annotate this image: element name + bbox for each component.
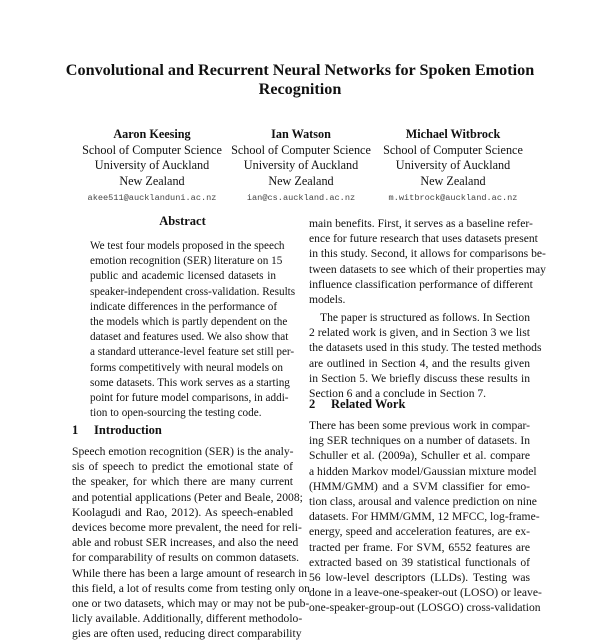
author-name: Ian Watson — [271, 127, 331, 141]
text-line: The paper is structured as follows. In Section — [320, 311, 530, 324]
author-block — [72, 127, 232, 207]
author-dept: School of Computer Science — [383, 142, 523, 157]
text-line: There has been some previous work in compar- — [309, 419, 530, 432]
section-number: 1 — [72, 423, 79, 437]
section-title: Introduction — [94, 423, 162, 437]
text-line: models. — [309, 292, 346, 306]
author-univ: University of Auckland — [243, 158, 359, 172]
text-line: 56 low-level descriptors (LLDs). Testing was — [309, 570, 530, 584]
text-line: sis of speech to predict the emotional state of — [72, 460, 293, 474]
text-line: a hidden Markov model/Gaussian mixture model — [309, 464, 537, 478]
abstract-body — [90, 239, 296, 421]
text-line: in this study. Second, it allows for comparisons be- — [309, 247, 546, 261]
author-block — [373, 127, 533, 207]
text-line: licly available. Additionally, different methodolo- — [72, 612, 303, 626]
text-line: tween datasets to see which of their properties may — [309, 262, 546, 276]
text-line: a standard utterance-level feature set still per- — [90, 346, 295, 359]
text-line: the speaker, for which there are many current — [72, 475, 293, 489]
author-univ: University of Auckland — [94, 158, 210, 172]
text-line: and potential applications (Peter and Beale, 2008; — [72, 490, 303, 504]
section-title: Related Work — [331, 397, 406, 411]
related-work-body — [309, 418, 542, 615]
paper-title — [60, 61, 540, 99]
author-country: New Zealand — [119, 173, 185, 188]
text-line: (HMM/GMM) and a SVM classifier for emo- — [309, 479, 530, 493]
text-line: ing SER techniques on a number of datasets. In — [309, 434, 530, 448]
text-line: some datasets. This work serves as a starting — [90, 376, 290, 389]
text-line: main benefits. First, it serves as a baseline refer- — [309, 217, 533, 230]
author-name: Michael Witbrock — [405, 127, 501, 141]
author-name: Aaron Keesing — [113, 127, 191, 141]
author-country: New Zealand — [268, 173, 334, 188]
text-line: in Section 5. We briefly discuss these results in — [309, 371, 530, 385]
text-line: this field, a lot of results come from testing only on — [72, 581, 310, 595]
text-line: extracted based on 39 statistical functionals of — [309, 555, 530, 569]
author-email[interactable]: akee511@aucklanduni.ac.nz — [87, 193, 217, 203]
text-line: Speech emotion recognition (SER) is the analy- — [72, 445, 294, 458]
text-line: influence classification performance of different — [309, 277, 533, 291]
text-line: 2 related work is given, and in Section 3 we list — [309, 326, 530, 340]
text-line: for comparability of results on common datasets. — [72, 551, 299, 565]
section-heading-introduction — [72, 423, 162, 438]
text-line: dataset and features used. We also show that — [90, 331, 289, 344]
text-line: the models which is partly dependent on the — [90, 315, 288, 328]
author-country: New Zealand — [420, 173, 486, 188]
text-line: point for future model comparisons, in addi- — [90, 391, 289, 404]
text-line: one-speaker-group-out (LOSGO) cross-validation — [309, 601, 541, 615]
right-paragraph-1 — [309, 216, 546, 307]
text-line: We test four models proposed in the speech — [90, 240, 285, 252]
text-line: Section 6 and a conclude in Section 7. — [309, 386, 487, 400]
text-line: datasets. For HMM/GMM, 12 MFCC, log-frame- — [309, 510, 540, 524]
section-heading-related-work — [309, 397, 405, 412]
text-line: energy, speed and acceleration features, are ex- — [309, 525, 530, 539]
right-paragraph-2 — [309, 310, 542, 401]
text-line: emotion recognition (SER) literature on 15 — [90, 255, 283, 268]
text-line: the datasets used in this study. The tested methods — [309, 341, 542, 355]
text-line: done in a leave-one-speaker-out (LOSO) or leave- — [309, 586, 542, 600]
author-email[interactable]: m.witbrock@auckland.ac.nz — [388, 193, 518, 203]
text-line: indicate differences in the performance of — [90, 300, 278, 313]
text-line: Schuller et al. (2009a), Schuller et al. compare — [309, 449, 530, 463]
text-line: are outlined in Section 4, and the results given — [309, 356, 530, 370]
text-line: ence for future research that uses datasets present — [309, 232, 538, 246]
author-dept: School of Computer Science — [231, 142, 371, 157]
text-line: gies are often used, reducing direct comparability — [72, 627, 302, 641]
text-line: tion to open-sourcing the testing code. — [90, 407, 262, 420]
text-line: tion class, arousal and valence prediction on nine — [309, 494, 537, 508]
author-email[interactable]: ian@cs.auckland.ac.nz — [246, 193, 356, 203]
title-line: Recognition — [258, 80, 342, 98]
abstract-heading: Abstract — [159, 214, 206, 228]
title-line: Convolutional and Recurrent Neural Networks for Spoken Emotion — [65, 61, 535, 79]
text-line: one or two datasets, which may or may not be pub- — [72, 596, 310, 610]
text-line: While there has been a large amount of research in — [72, 566, 308, 580]
author-dept: School of Computer Science — [82, 142, 222, 157]
introduction-body — [72, 444, 310, 641]
text-line: tracted per frame. For SVM, 6552 features are — [309, 540, 530, 554]
text-line: speaker-independent cross-validation. Results — [90, 285, 296, 298]
text-line: able and robust SER increases, and also the need — [72, 536, 299, 550]
author-block — [221, 127, 381, 207]
text-line: forms competitively with neural models on — [90, 361, 283, 374]
author-univ: University of Auckland — [395, 158, 511, 172]
text-line: Koolagudi and Rao, 2012). As speech-enabled — [72, 505, 293, 519]
text-line: devices become more prevalent, the need for reli- — [72, 520, 302, 534]
text-line: public and academic licensed datasets in — [90, 270, 276, 283]
section-number: 2 — [309, 397, 316, 411]
